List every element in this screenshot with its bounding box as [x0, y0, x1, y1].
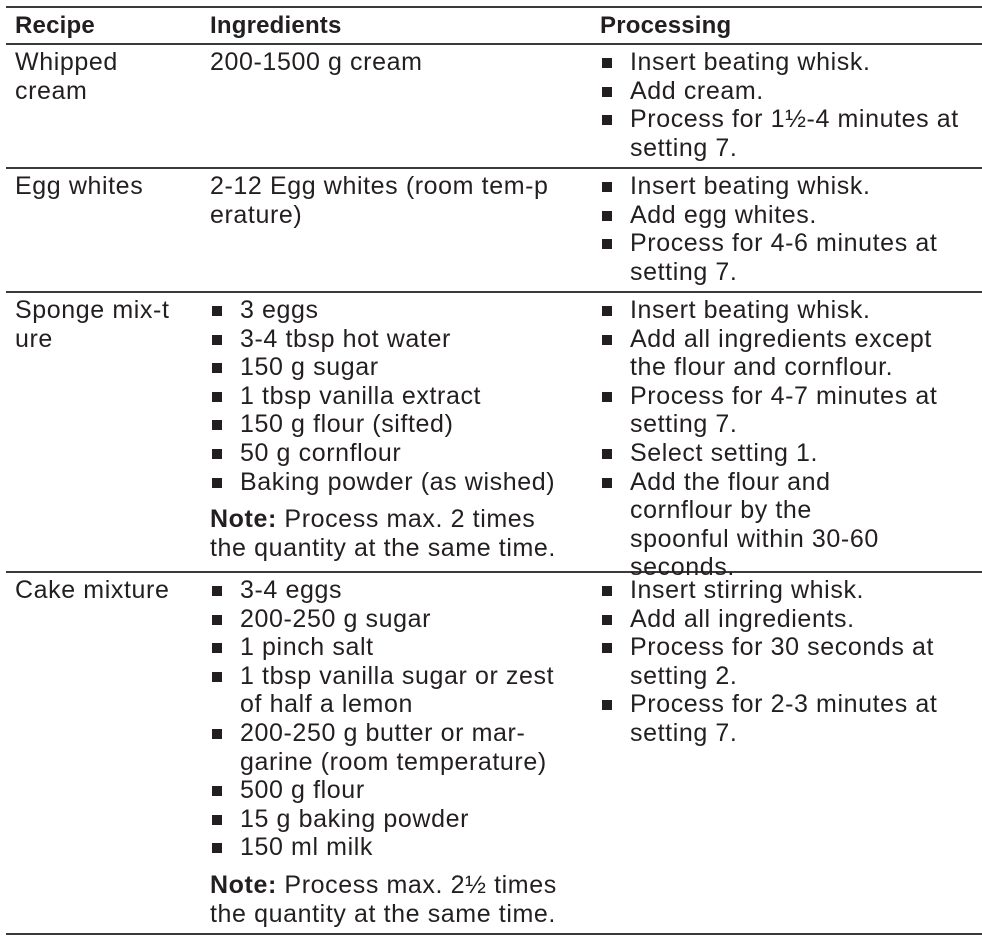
square-bullet-icon: [212, 786, 222, 796]
header-processing: Processing: [600, 12, 732, 39]
square-bullet-icon: [212, 363, 222, 373]
note-label: Note:: [210, 505, 277, 534]
list-item: [600, 605, 982, 634]
recipe-name: [6, 293, 202, 571]
square-bullet-icon: [602, 700, 612, 710]
note: [210, 505, 560, 562]
square-bullet-icon: [602, 615, 612, 625]
processing-steps: [592, 573, 982, 933]
list-item: [210, 296, 592, 325]
list-item: [600, 690, 982, 747]
ingredients-text-value: 2-12 Egg whites (room tem-perature): [210, 172, 549, 229]
ingredients-cell: [202, 293, 592, 571]
list-item: [600, 296, 982, 325]
table-row-whipped-cream: [6, 45, 982, 169]
list-item: [600, 576, 982, 605]
step-text: Insert stirring whisk.: [630, 576, 865, 604]
ingredient-text: 1 tbsp vanilla sugar or zest of half a lemon: [240, 661, 555, 719]
square-bullet-icon: [602, 643, 612, 653]
recipe-name: Cake mixture: [15, 576, 170, 604]
ingredient-text: 150 g sugar: [240, 353, 379, 382]
note-text: Process max. 2 times the quantity at the same time.: [210, 505, 556, 562]
list-item: [600, 201, 982, 230]
step-text: Add all ingredients.: [630, 604, 855, 633]
list-item: [210, 410, 592, 439]
list-item: [210, 633, 592, 662]
square-bullet-icon: [602, 211, 612, 221]
square-bullet-icon: [212, 815, 222, 825]
square-bullet-icon: [602, 449, 612, 459]
square-bullet-icon: [212, 449, 222, 459]
ingredient-text: 1 tbsp vanilla extract: [240, 381, 482, 410]
square-bullet-icon: [602, 335, 612, 345]
list-item: [600, 325, 982, 382]
step-text: Insert beating whisk.: [630, 296, 871, 324]
list-item: [210, 605, 592, 634]
square-bullet-icon: [212, 392, 222, 402]
list-item: [210, 833, 592, 862]
processing-steps: [592, 169, 982, 291]
square-bullet-icon: [602, 306, 612, 316]
list-item: [210, 468, 592, 497]
ingredient-text: 200-250 g butter or mar-garine (room temperature): [240, 718, 547, 776]
note-label: Note:: [210, 870, 277, 899]
list-item: [210, 382, 592, 411]
step-text: Add cream.: [630, 76, 764, 105]
square-bullet-icon: [212, 643, 222, 653]
step-text: Process for 30 seconds at setting 2.: [630, 633, 935, 690]
step-text: Process for 1½-4 minutes at setting 7.: [630, 105, 959, 162]
recipe-name: [6, 45, 202, 167]
list-item: [600, 77, 982, 106]
square-bullet-icon: [212, 615, 222, 625]
list-item: [600, 105, 982, 162]
recipe-name-text: Sponge mix-ture: [15, 296, 170, 353]
step-text: Select setting 1.: [630, 438, 819, 467]
recipe-table: [6, 6, 982, 935]
list-item: [210, 805, 592, 834]
ingredient-text: 500 g flour: [240, 776, 365, 805]
square-bullet-icon: [212, 729, 222, 739]
ingredient-text: 3-4 tbsp hot water: [240, 324, 451, 353]
list-item: [210, 719, 592, 776]
list-item: [210, 325, 592, 354]
table-row-sponge-mixture: [6, 293, 982, 582]
square-bullet-icon: [602, 239, 612, 249]
square-bullet-icon: [212, 420, 222, 430]
ingredient-text: 150 g flour (sifted): [240, 410, 454, 439]
note-text: Process max. 2½ times the quantity at the same time.: [210, 870, 557, 928]
header-recipe: Recipe: [15, 12, 95, 39]
square-bullet-icon: [212, 306, 222, 316]
step-text: Process for 4-6 minutes at setting 7.: [630, 229, 938, 286]
note: [210, 871, 585, 928]
ingredients-cell: [202, 573, 592, 933]
square-bullet-icon: [212, 843, 222, 853]
step-text: Insert beating whisk.: [630, 172, 871, 200]
square-bullet-icon: [602, 58, 612, 68]
processing-steps: [592, 45, 982, 167]
square-bullet-icon: [602, 87, 612, 97]
list-item: [210, 776, 592, 805]
step-text: Add the flour and cornflour by the spoonful within 30-60 seconds.: [630, 467, 879, 582]
list-item: [600, 172, 982, 201]
square-bullet-icon: [212, 478, 222, 488]
table-row-egg-whites: [6, 169, 982, 293]
square-bullet-icon: [602, 586, 612, 596]
ingredient-text: 150 ml milk: [240, 833, 374, 862]
header-ingredients: Ingredients: [210, 12, 342, 39]
list-item: [600, 468, 982, 582]
step-text: Add egg whites.: [630, 200, 817, 229]
square-bullet-icon: [212, 672, 222, 682]
ingredient-text: 3 eggs: [240, 296, 319, 324]
ingredient-text: 15 g baking powder: [240, 804, 470, 833]
ingredients-text: 200-1500 g cream: [210, 48, 423, 76]
list-item: [210, 353, 592, 382]
square-bullet-icon: [602, 115, 612, 125]
table-header-row: [6, 8, 982, 45]
step-text: Process for 4-7 minutes at setting 7.: [630, 381, 938, 439]
square-bullet-icon: [212, 586, 222, 596]
ingredients-text: [202, 169, 592, 291]
list-item: [600, 48, 982, 77]
ingredient-text: 1 pinch salt: [240, 633, 374, 662]
step-text: Add all ingredients except the flour and cornflour.: [630, 324, 932, 382]
list-item: [210, 662, 592, 719]
ingredient-text: 200-250 g sugar: [240, 604, 432, 633]
list-item: [210, 439, 592, 468]
recipe-name: Egg whites: [15, 172, 144, 200]
list-item: [600, 229, 982, 286]
ingredient-text: 50 g cornflour: [240, 438, 402, 467]
ingredient-text: 3-4 eggs: [240, 576, 343, 604]
list-item: [210, 576, 592, 605]
square-bullet-icon: [212, 335, 222, 345]
recipe-name-text: Whipped cream: [15, 48, 118, 105]
processing-steps: [592, 293, 982, 582]
square-bullet-icon: [602, 182, 612, 192]
list-item: [600, 382, 982, 439]
step-text: Process for 2-3 minutes at setting 7.: [630, 690, 938, 747]
list-item: [600, 439, 982, 468]
list-item: [600, 633, 982, 690]
square-bullet-icon: [602, 478, 612, 488]
square-bullet-icon: [602, 392, 612, 402]
ingredient-text: Baking powder (as wished): [240, 467, 556, 496]
step-text: Insert beating whisk.: [630, 48, 871, 76]
table-row-cake-mixture: [6, 573, 982, 935]
